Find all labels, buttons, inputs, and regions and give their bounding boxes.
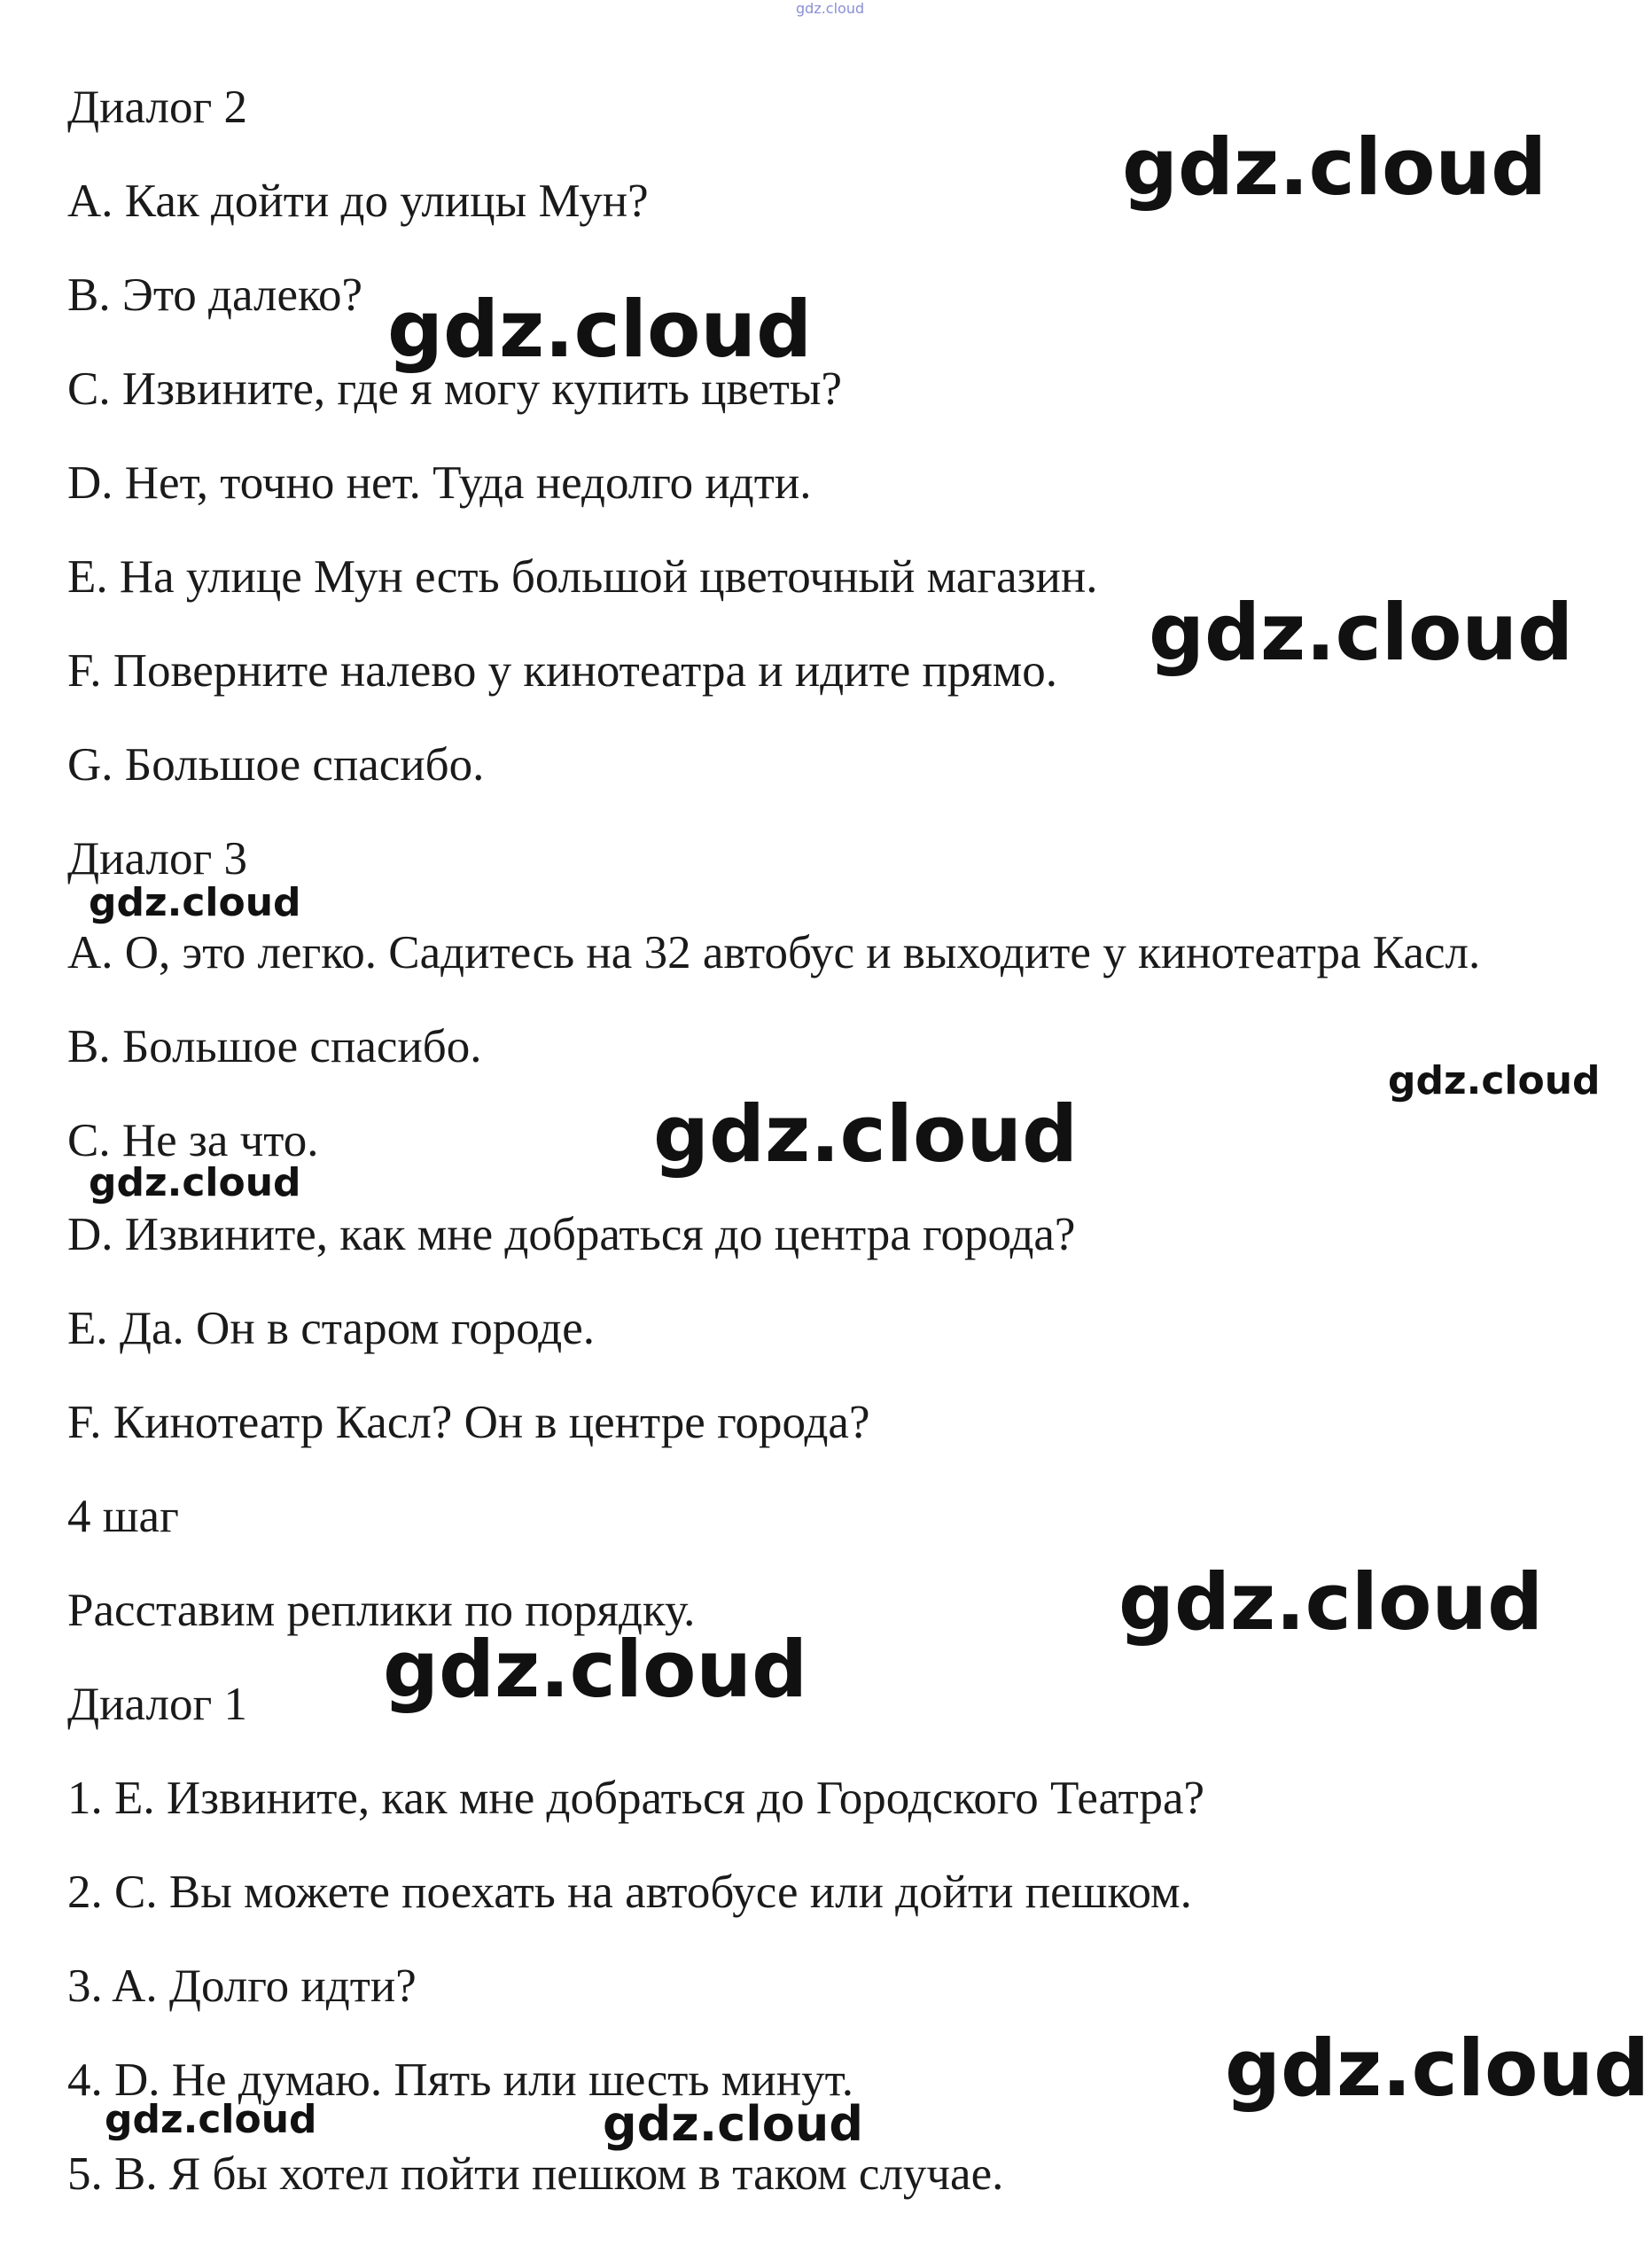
text-line: B. Большое спасибо.	[67, 1021, 482, 1072]
watermark: gdz.cloud	[387, 284, 813, 375]
text-line: A. Как дойти до улицы Мун?	[67, 175, 649, 227]
heading-step-4: 4 шаг	[67, 1491, 179, 1542]
text-line: G. Большое спасибо.	[67, 739, 485, 791]
text-line: C. Не за что.	[67, 1115, 319, 1166]
text-line: C. Извините, где я могу купить цветы?	[67, 363, 843, 415]
heading-dialog-1: Диалог 1	[67, 1679, 247, 1730]
watermark: gdz.cloud	[603, 2096, 863, 2152]
watermark: gdz.cloud	[89, 1160, 301, 1205]
watermark-top: gdz.cloud	[796, 0, 865, 17]
list-item: 3. A. Долго идти?	[67, 1960, 417, 2012]
text-line: B. Это далеко?	[67, 269, 363, 321]
text-line: A. О, это легко. Садитесь на 32 автобус и выходите у кинотеатра Касл.	[67, 927, 1481, 978]
text-line: E. Да. Он в старом городе.	[67, 1303, 595, 1354]
watermark: gdz.cloud	[1122, 121, 1547, 213]
watermark: gdz.cloud	[1225, 2022, 1650, 2114]
watermark: gdz.cloud	[1388, 1058, 1601, 1103]
text-line: D. Нет, точно нет. Туда недолго идти.	[67, 457, 812, 509]
text-line: D. Извините, как мне добраться до центра города?	[67, 1209, 1076, 1260]
watermark: gdz.cloud	[105, 2097, 317, 2142]
list-item: 2. C. Вы можете поехать на автобусе или дойти пешком.	[67, 1867, 1192, 1918]
watermark: gdz.cloud	[1149, 587, 1574, 678]
watermark: gdz.cloud	[383, 1624, 808, 1715]
text-line: F. Поверните налево у кинотеатра и идите прямо.	[67, 645, 1058, 697]
heading-dialog-3: Диалог 3	[67, 833, 247, 885]
list-item: 5. B. Я бы хотел пойти пешком в таком случае.	[67, 2148, 1004, 2200]
watermark: gdz.cloud	[653, 1088, 1079, 1180]
list-item: 4. D. Не думаю. Пять или шесть минут.	[67, 2054, 853, 2106]
list-item: 1. E. Извините, как мне добраться до Городского Театра?	[67, 1773, 1205, 1824]
watermark: gdz.cloud	[1118, 1556, 1544, 1648]
text-line: E. На улице Мун есть большой цветочный магазин.	[67, 551, 1098, 603]
instruction-text: Расставим реплики по порядку.	[67, 1585, 696, 1636]
heading-dialog-2: Диалог 2	[67, 82, 247, 133]
text-line: F. Кинотеатр Касл? Он в центре города?	[67, 1397, 870, 1448]
watermark: gdz.cloud	[89, 880, 301, 925]
